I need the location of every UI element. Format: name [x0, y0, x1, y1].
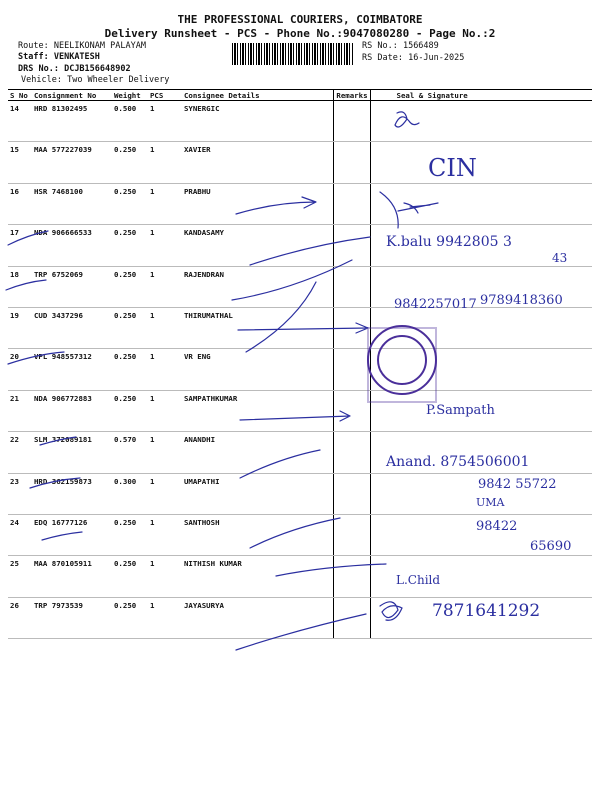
cell-remarks	[334, 556, 370, 597]
company-title: THE PROFESSIONAL COURIERS, COIMBATORE	[177, 13, 423, 26]
cell-pcs: 1	[148, 225, 182, 266]
cell-consignment: TRP 6752069	[32, 266, 112, 307]
cell-weight: 0.250	[112, 514, 148, 555]
runsheet-table	[8, 89, 592, 639]
vehicle-line: Vehicle: Two Wheeler Delivery	[21, 75, 170, 85]
cell-signature	[370, 307, 592, 348]
cell-remarks	[334, 597, 370, 638]
cell-consignment: EDQ 16777126	[32, 514, 112, 555]
cell-signature	[370, 349, 592, 390]
hw-uma: UMA	[476, 496, 505, 509]
rs-date-value: 16-Jun-2025	[408, 53, 465, 63]
col-pcs: PCS	[148, 90, 182, 101]
table-row	[8, 390, 592, 431]
col-consignment: Consignment No	[32, 90, 112, 101]
col-remarks: Remarks	[334, 90, 370, 101]
cell-consignee: NITHISH KUMAR	[182, 556, 334, 597]
cell-remarks	[334, 390, 370, 431]
table-row	[8, 225, 592, 266]
hw-lchild: L.Child	[396, 573, 441, 587]
cell-consignee: THIRUMATHAL	[182, 307, 334, 348]
cell-consignee: VR ENG	[182, 349, 334, 390]
cell-remarks	[334, 101, 370, 142]
cell-sno: 15	[8, 142, 32, 183]
table-row	[8, 597, 592, 638]
cell-weight: 0.250	[112, 390, 148, 431]
cell-consignment: SLM 372089181	[32, 432, 112, 473]
cell-sno: 22	[8, 432, 32, 473]
cell-signature	[370, 101, 592, 142]
col-consignee: Consignee Details	[182, 90, 334, 101]
table-row	[8, 266, 592, 307]
cell-pcs: 1	[148, 307, 182, 348]
hw-43: 43	[552, 251, 568, 265]
cell-consignment: TRP 7973539	[32, 597, 112, 638]
col-signature: Seal & Signature	[370, 90, 592, 101]
drs-line: DRS No.: DCJB156648902	[18, 64, 131, 74]
table-row	[8, 307, 592, 348]
cell-weight: 0.300	[112, 473, 148, 514]
col-weight: Weight	[112, 90, 148, 101]
table-row	[8, 514, 592, 555]
cell-signature	[370, 183, 592, 224]
cell-pcs: 1	[148, 514, 182, 555]
cell-consignee: RAJENDRAN	[182, 266, 334, 307]
cell-signature	[370, 432, 592, 473]
cell-signature	[370, 473, 592, 514]
table-row	[8, 183, 592, 224]
cell-consignment: MAA 577227039	[32, 142, 112, 183]
cell-sno: 16	[8, 183, 32, 224]
cell-pcs: 1	[148, 183, 182, 224]
staff-line: Staff: VENKATESH	[18, 52, 100, 62]
cell-sno: 21	[8, 390, 32, 431]
cell-remarks	[334, 473, 370, 514]
cell-sno: 23	[8, 473, 32, 514]
route-value: NEELIKONAM PALAYAM	[53, 41, 146, 51]
cell-remarks	[334, 266, 370, 307]
cell-remarks	[334, 514, 370, 555]
hw-cin: CIN	[428, 154, 477, 182]
rs-date-line: RS Date: 16-Jun-2025	[362, 53, 465, 63]
cell-consignee: SAMPATHKUMAR	[182, 390, 334, 431]
cell-consignment: MAA 870105911	[32, 556, 112, 597]
cell-consignment: NDA 906666533	[32, 225, 112, 266]
hw-phone-last: 7871641292	[432, 601, 541, 621]
cell-sno: 14	[8, 101, 32, 142]
cell-consignee: XAVIER	[182, 142, 334, 183]
hw-row23: 9842 55722	[478, 477, 557, 492]
cell-signature	[370, 597, 592, 638]
cell-signature	[370, 514, 592, 555]
hw-phone2: 9789418360	[480, 293, 563, 308]
cell-signature	[370, 556, 592, 597]
table-row	[8, 473, 592, 514]
cell-sno: 24	[8, 514, 32, 555]
cell-consignment: HRD 81302495	[32, 101, 112, 142]
runsheet-subtitle: Delivery Runsheet - PCS - Phone No.:9047080280 - Page No.:2	[104, 27, 496, 40]
cell-consignment: CUD 3437296	[32, 307, 112, 348]
cell-sno: 20	[8, 349, 32, 390]
cell-pcs: 1	[148, 101, 182, 142]
table-row	[8, 556, 592, 597]
cell-weight: 0.250	[112, 349, 148, 390]
hw-kbalu: K.balu 9942805 3	[386, 234, 512, 250]
cell-sno: 17	[8, 225, 32, 266]
table-row	[8, 142, 592, 183]
cell-weight: 0.250	[112, 597, 148, 638]
cell-remarks	[334, 349, 370, 390]
cell-pcs: 1	[148, 142, 182, 183]
table-row	[8, 101, 592, 142]
cell-consignment: HRD 362159873	[32, 473, 112, 514]
staff-value: VENKATESH	[53, 52, 100, 62]
cell-signature	[370, 390, 592, 431]
cell-weight: 0.500	[112, 101, 148, 142]
cell-pcs: 1	[148, 349, 182, 390]
cell-weight: 0.250	[112, 142, 148, 183]
cell-consignment: HSR 7468100	[32, 183, 112, 224]
cell-remarks	[334, 432, 370, 473]
cell-consignee: PRABHU	[182, 183, 334, 224]
cell-consignee: SYNERGIC	[182, 101, 334, 142]
table-row	[8, 432, 592, 473]
cell-sno: 19	[8, 307, 32, 348]
cell-remarks	[334, 307, 370, 348]
route-line: Route: NEELIKONAM PALAYAM	[18, 41, 146, 51]
rs-no-line: RS No.: 1566489	[362, 41, 439, 51]
cell-pcs: 1	[148, 266, 182, 307]
cell-pcs: 1	[148, 432, 182, 473]
cell-weight: 0.250	[112, 307, 148, 348]
cell-sno: 25	[8, 556, 32, 597]
cell-weight: 0.250	[112, 225, 148, 266]
barcode	[232, 43, 354, 65]
table-row	[8, 349, 592, 390]
cell-consignment: VPL 948557312	[32, 349, 112, 390]
cell-weight: 0.250	[112, 556, 148, 597]
hw-phone1: 9842257017	[394, 297, 477, 312]
cell-remarks	[334, 225, 370, 266]
cell-consignee: KANDASAMY	[182, 225, 334, 266]
cell-signature	[370, 266, 592, 307]
cell-signature	[370, 142, 592, 183]
hw-row24-num2: 65690	[530, 539, 572, 554]
hw-anand: Anand. 8754506001	[386, 454, 530, 470]
cell-pcs: 1	[148, 473, 182, 514]
hw-row24-num: 98422	[476, 519, 518, 534]
cell-signature	[370, 225, 592, 266]
cell-pcs: 1	[148, 556, 182, 597]
cell-sno: 18	[8, 266, 32, 307]
cell-remarks	[334, 142, 370, 183]
rs-no-value: 1566489	[402, 41, 439, 51]
table-header-row	[8, 90, 592, 101]
cell-consignee: JAYASURYA	[182, 597, 334, 638]
cell-remarks	[334, 183, 370, 224]
cell-sno: 26	[8, 597, 32, 638]
cell-weight: 0.250	[112, 183, 148, 224]
cell-weight: 0.250	[112, 266, 148, 307]
hw-sampath: P.Sampath	[426, 403, 495, 418]
vehicle-value: Two Wheeler Delivery	[67, 75, 170, 85]
cell-consignee: UMAPATHI	[182, 473, 334, 514]
drs-value: DCJB156648902	[64, 64, 131, 74]
cell-consignee: ANANDHI	[182, 432, 334, 473]
cell-consignment: NDA 906772883	[32, 390, 112, 431]
col-sno: S No	[8, 90, 32, 101]
cell-weight: 0.570	[112, 432, 148, 473]
cell-consignee: SANTHOSH	[182, 514, 334, 555]
cell-pcs: 1	[148, 597, 182, 638]
cell-pcs: 1	[148, 390, 182, 431]
